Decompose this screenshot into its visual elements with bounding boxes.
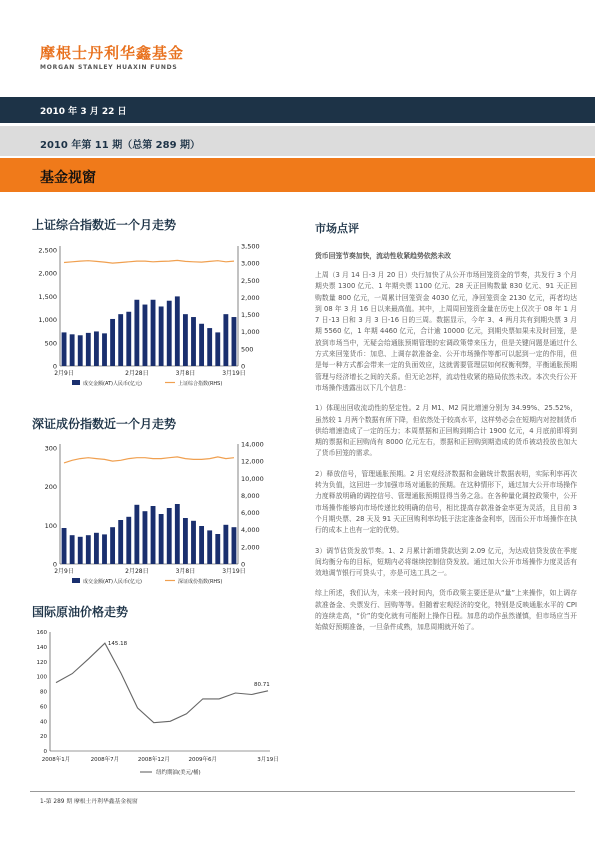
volume-bar [215, 534, 220, 564]
y-tick-label-right: 2,500 [241, 276, 260, 285]
volume-bar [78, 537, 83, 564]
volume-bar [159, 306, 164, 366]
volume-bar [199, 526, 204, 564]
sh-index-chart [30, 238, 278, 388]
volume-bar [62, 528, 67, 564]
y-tick-label-left: 200 [44, 483, 57, 492]
brand-logo-cn: 摩根士丹利华鑫基金 [40, 44, 185, 62]
market-subtitle: 货币回笼节奏加快，流动性收紧趋势依然未改 [315, 252, 451, 260]
market-paragraph-1: 上周（3 月 14 日-3 月 20 日）央行加快了从公开市场回笼资金的节奏，共发行 3 个月期央票 1300 亿元、1 年期央票 1100 亿元、28 天正回购数量 830 亿元、91 天正回购数量 800 亿元，一周累计回笼资金 4030 亿元，净回笼资金 2130 亿元，再者均达到 08 年 3 月 16 日以来最高值。其中，上周周回笼资金量在历史上仅次于 08 年 1 月 7 日-13 日和 3 月 3 日-16 日的三周。数据显示，今年 3、4 两月共有到期央票 3 月期 5560 亿，1 年期 4460 亿元，合计逾 10000 亿元，到期央票如果未及时回笼，是放到市场当中，无疑会给通胀预期管理的宏调政策带来压力，但是关键问题是通过什么方式来回笼货币：加息、上调存款准备金、公开市场操作等都可以起到一定的作用，但是每一种方式都会带来一定的负面效应，这就需要管理层如何权衡利弊，平衡通胀预期管理与经济增长之间的关系。但无论怎样，流动性收紧的格局依然未改。本次央行公开市场操作透露出以下几个信息： [315, 271, 577, 392]
oil-price-chart [30, 626, 280, 781]
legend-line-label: 深证成份指数(RHS) [178, 579, 223, 585]
y-tick-label-right: 14,000 [241, 440, 264, 449]
y-tick-label-left: 2,000 [38, 269, 57, 278]
volume-bar [191, 521, 196, 564]
volume-bar [191, 317, 196, 366]
y-tick-label-right: 3,500 [241, 242, 260, 251]
footer-text: 1-第 289 期 摩根士丹利华鑫基金视窗 [40, 799, 138, 805]
volume-bar [175, 296, 180, 366]
volume-bar [118, 520, 123, 564]
y-tick-label-right: 1,500 [241, 311, 260, 320]
y-tick-label-right: 1,000 [241, 328, 260, 337]
volume-bar [110, 319, 115, 366]
footer-divider [30, 791, 575, 792]
volume-bar [94, 331, 99, 366]
legend-bar-label: 成交金额(AT)人民币(亿元) [83, 381, 142, 387]
volume-bar [70, 535, 75, 564]
x-tick-label: 2008年7月 [90, 757, 120, 763]
y-tick-label-right: 4,000 [241, 526, 260, 535]
volume-bar [167, 301, 172, 366]
legend-label: 纽约期油(美元/桶) [156, 770, 201, 776]
volume-bar [223, 314, 228, 366]
oil-chart-title: 国际原油价格走势 [32, 605, 129, 619]
y-tick-label: 60 [40, 704, 47, 711]
volume-bar [232, 527, 237, 564]
x-tick-label: 3月8日 [175, 568, 196, 575]
x-tick-label: 3月8日 [175, 370, 196, 377]
volume-bar [207, 328, 212, 366]
x-tick-label: 2008年1月 [41, 757, 71, 763]
volume-bar [134, 300, 139, 366]
volume-bar [159, 514, 164, 564]
y-tick-label-right: 3,000 [241, 259, 260, 268]
volume-bar [94, 533, 99, 564]
x-tick-label: 3月19日 [222, 370, 246, 377]
x-tick-label: 2月28日 [125, 370, 149, 377]
volume-bar [232, 317, 237, 366]
y-tick-label: 100 [36, 674, 47, 681]
volume-bar [110, 527, 115, 564]
volume-bar [143, 305, 148, 366]
y-tick-label-left: 1,000 [38, 316, 57, 325]
volume-bar [207, 530, 212, 564]
y-tick-label: 80 [40, 689, 47, 696]
report-date: 2010 年 3 月 22 日 [40, 107, 127, 117]
market-paragraph-4: 3）调节估货发放节奏。1、2 月累计新增贷款达到 2.09 亿元，为达成信贷发放在季度间均衡分布的目标，短期内必将继续控制信贷发放。通过加大公开市场操作力度灵活有效地调节银行可贷头寸，亦是可选工具之一。 [315, 546, 577, 578]
x-tick-label: 2009年6月 [188, 757, 218, 763]
y-tick-label-right: 500 [241, 345, 254, 354]
x-tick-label: 2月9日 [54, 370, 74, 377]
volume-bar [126, 517, 131, 564]
volume-bar [134, 505, 139, 564]
oil-price-line [56, 643, 268, 723]
volume-bar [102, 534, 107, 564]
section-title: 基金视窗 [40, 170, 96, 186]
y-tick-label: 40 [40, 719, 47, 726]
legend-line-label: 上证综合指数(RHS) [178, 381, 223, 387]
y-tick-label-right: 2,000 [241, 543, 260, 552]
y-tick-label-left: 500 [44, 339, 57, 348]
y-tick-label-left: 100 [44, 521, 57, 530]
y-tick-label: 120 [36, 659, 47, 666]
y-tick-label-left: 0 [52, 362, 57, 371]
y-tick-label-left: 300 [44, 444, 57, 453]
volume-bar [151, 300, 156, 366]
y-tick-label-right: 0 [241, 362, 246, 371]
x-tick-label: 2008年12月 [137, 757, 170, 763]
volume-bar [70, 334, 75, 366]
y-tick-label-right: 2,000 [241, 293, 260, 302]
legend-bar-swatch [72, 578, 80, 583]
volume-bar [102, 333, 107, 366]
market-paragraph-3: 2）释放信号，管理通胀预期。2 月宏观经济数据和金融统计数据表明，实际利率再次转为负值，这回进一步加强市场对通胀的预期。在这种情形下，通过加大公开市场操作力度释放明确的调控信号、管理通胀预期显得当务之急。在各种量化调控政策中，公开市场操作能够向市场传递比较明确的信号，相比提高存款准备金率更为灵活，且目前 3 个月期央票、28 天及 91 天正回购利率均低于法定准备金利率，因而公开市场操作在执行的成本上也有一定的优势。 [315, 469, 577, 535]
y-tick-label-right: 8,000 [241, 491, 260, 500]
y-tick-label: 140 [36, 644, 47, 651]
issue-number: 2010 年第 11 期（总第 289 期） [40, 140, 201, 151]
volume-bar [86, 535, 91, 564]
market-commentary [315, 220, 577, 643]
y-tick-label-right: 0 [241, 560, 246, 569]
volume-bar [62, 332, 67, 366]
x-tick-label: 3月19日 [222, 568, 246, 575]
x-tick-label: 3月19日 [257, 757, 279, 763]
volume-bar [143, 511, 148, 564]
volume-bar [223, 525, 228, 564]
volume-bar [199, 324, 204, 366]
legend-bar-swatch [72, 380, 80, 385]
volume-bar [118, 314, 123, 366]
y-tick-label: 20 [40, 734, 47, 741]
peak-data-label: 145.18 [107, 641, 128, 648]
y-tick-label: 0 [43, 749, 47, 755]
market-paragraph-2: 1）体现出回收流动性的坚定性。2 月 M1、M2 同比增速分别为 34.99%、25.52%，虽然较 1 月两个数据有所下降，但依然处于较高水平，这样势必会在短期内对控制货币供给增速造成了一定的压力；本周票据和正回购到期合计 1900 亿元，4 月底前即将到期的票据和正回购尚有 8000 亿元左右，票据和正回购到期造成的货币被动投放也加大了货币回笼的需求。 [315, 404, 577, 458]
sh-chart-title: 上证综合指数近一个月走势 [32, 218, 177, 232]
volume-bar [167, 508, 172, 564]
y-tick-label-left: 1,500 [38, 292, 57, 301]
sz-index-chart [30, 436, 278, 586]
legend-bar-label: 成交金额(AT)人民币(亿元) [83, 579, 142, 585]
volume-bar [86, 333, 91, 366]
y-tick-label-left: 2,500 [38, 246, 57, 255]
volume-bar [126, 312, 131, 366]
x-tick-label: 2月9日 [54, 568, 74, 575]
volume-bar [78, 335, 83, 366]
volume-bar [183, 314, 188, 366]
y-tick-label-right: 10,000 [241, 474, 264, 483]
y-tick-label: 160 [36, 630, 47, 636]
sz-chart-title: 深证成份指数近一个月走势 [32, 417, 177, 431]
index-line [64, 260, 234, 263]
volume-bar [183, 518, 188, 564]
brand-logo-en: MORGAN STANLEY HUAXIN FUNDS [40, 64, 178, 71]
y-tick-label-right: 12,000 [241, 457, 264, 466]
volume-bar [175, 504, 180, 564]
market-paragraph-5: 综上所述，我们认为，未来一段时间内，货币政策主要还是从“量”上来操作，如上调存款准备金、央票发行、回购等等。但随着宏观经济的变化，特别是反映通胀水平的 CPI 的连续走高，“价”的变化就有可能附上操作日程。加息的动作虽然谨慎，但市场应当开始做好预期准备，一旦条件成熟，加息周期就开始了。 [315, 589, 577, 632]
volume-bar [151, 506, 156, 564]
market-title: 市场点评 [315, 222, 359, 235]
x-tick-label: 2月28日 [125, 568, 149, 575]
volume-bar [215, 332, 220, 366]
index-line [64, 457, 234, 463]
y-tick-label-left: 0 [52, 560, 57, 569]
y-tick-label-right: 6,000 [241, 509, 260, 518]
last-data-label: 80.71 [254, 681, 270, 688]
